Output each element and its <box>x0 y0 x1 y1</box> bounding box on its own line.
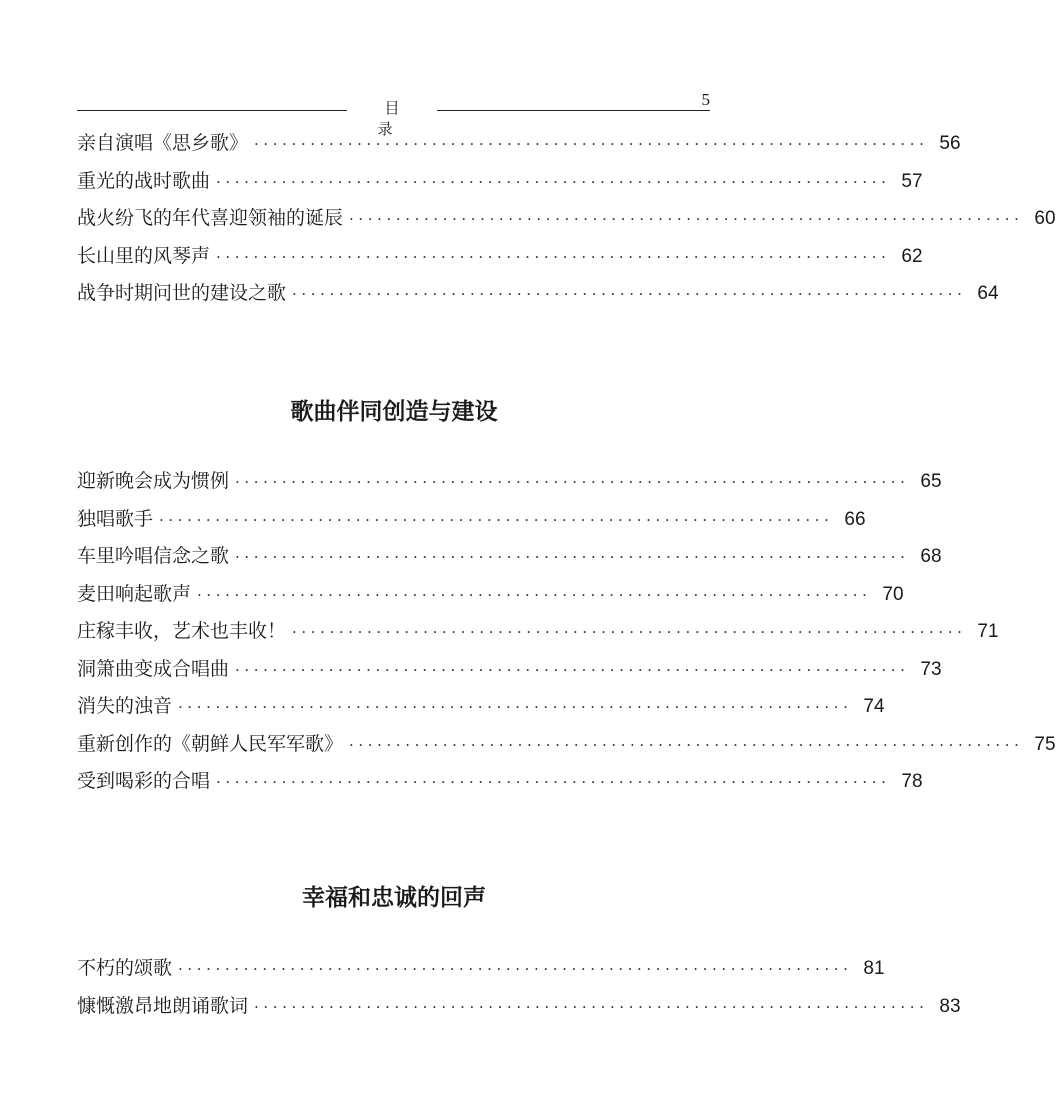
dot-leader: ········································································ <box>254 997 929 1016</box>
entry-title: 重新创作的《朝鲜人民军军歌》 <box>77 732 344 755</box>
entry-page: 70 <box>882 583 904 605</box>
toc-entry[interactable] <box>77 166 923 204</box>
entry-page: 57 <box>901 170 923 192</box>
entry-title: 不朽的颂歌 <box>77 957 173 979</box>
entry-page: 75 <box>1034 733 1056 755</box>
page-number: 5 <box>701 90 710 109</box>
entry-page: 62 <box>901 245 923 267</box>
page-header <box>77 90 710 138</box>
entry-page: 81 <box>863 958 885 979</box>
entry-title: 消失的浊音 <box>77 695 173 717</box>
toc-entry[interactable] <box>77 616 999 654</box>
entry-title: 独唱歌手 <box>77 507 154 530</box>
toc-group-section-1 <box>77 466 1056 804</box>
dot-leader: ········································································ <box>349 735 1024 754</box>
dot-leader: ········································································ <box>235 548 910 566</box>
entry-title: 麦田响起歌声 <box>77 582 192 605</box>
entry-title: 庄稼丰收，艺术也丰收！ <box>77 620 287 642</box>
section-heading: 幸福和忠诚的回声 <box>302 884 486 911</box>
toc-entry[interactable] <box>77 466 942 504</box>
toc-entry[interactable] <box>77 278 999 316</box>
dot-leader: ········································································ <box>349 210 1024 228</box>
dot-leader: ········································································ <box>235 473 910 491</box>
entry-page: 60 <box>1034 208 1056 229</box>
entry-title: 长山里的风琴声 <box>77 244 211 267</box>
header-rule-left <box>77 110 347 111</box>
dot-leader: ········································································ <box>292 285 967 303</box>
dot-leader: ········································································ <box>235 660 910 679</box>
dot-leader: ········································································ <box>159 510 834 529</box>
entry-page: 71 <box>977 621 999 642</box>
entry-title: 受到喝彩的合唱 <box>77 770 211 792</box>
entry-page: 83 <box>939 995 961 1017</box>
dot-leader: ········································································ <box>178 960 853 978</box>
entry-title: 战争时期问世的建设之歌 <box>77 282 287 304</box>
entry-page: 56 <box>939 133 961 154</box>
toc-entry[interactable] <box>77 953 885 991</box>
toc-entry[interactable] <box>77 241 923 279</box>
header-rule-right <box>437 110 710 111</box>
toc-group-section-2 <box>77 953 961 1028</box>
entry-page: 78 <box>901 771 923 792</box>
toc-entry[interactable] <box>77 128 961 166</box>
entry-page: 68 <box>920 546 942 567</box>
toc-entry[interactable] <box>77 729 1056 767</box>
toc-entry[interactable] <box>77 203 1056 241</box>
entry-title: 迎新晚会成为惯例 <box>77 470 230 492</box>
dot-leader: ········································································ <box>178 698 853 716</box>
toc-entry[interactable] <box>77 991 961 1029</box>
entry-page: 64 <box>977 283 999 304</box>
dot-leader: ········································································ <box>216 247 891 266</box>
entry-title: 洞箫曲变成合唱曲 <box>77 657 230 680</box>
entry-page: 66 <box>844 508 866 530</box>
toc-entry[interactable] <box>77 691 885 729</box>
header-title: 目 录 <box>377 99 414 138</box>
toc-entry[interactable] <box>77 766 923 804</box>
entry-title: 重光的战时歌曲 <box>77 169 211 192</box>
dot-leader: ········································································ <box>197 585 872 604</box>
entry-title: 车里吟唱信念之歌 <box>77 545 230 567</box>
dot-leader: ········································································ <box>216 172 891 191</box>
toc-entry[interactable] <box>77 654 942 692</box>
entry-title: 战火纷飞的年代喜迎领袖的诞辰 <box>77 207 344 229</box>
entry-page: 73 <box>920 658 942 680</box>
toc-entry[interactable] <box>77 504 866 542</box>
toc-entry[interactable] <box>77 579 904 617</box>
dot-leader: ········································································ <box>292 623 967 641</box>
entry-title: 慷慨激昂地朗诵歌词 <box>77 994 249 1017</box>
toc-entry[interactable] <box>77 541 942 579</box>
dot-leader: ········································································ <box>254 135 929 153</box>
entry-page: 65 <box>920 471 942 492</box>
entry-title: 亲自演唱《思乡歌》 <box>77 132 249 154</box>
entry-page: 74 <box>863 696 885 717</box>
dot-leader: ········································································ <box>216 773 891 791</box>
toc-group-continued <box>77 128 1056 316</box>
section-heading: 歌曲伴同创造与建设 <box>290 398 498 425</box>
